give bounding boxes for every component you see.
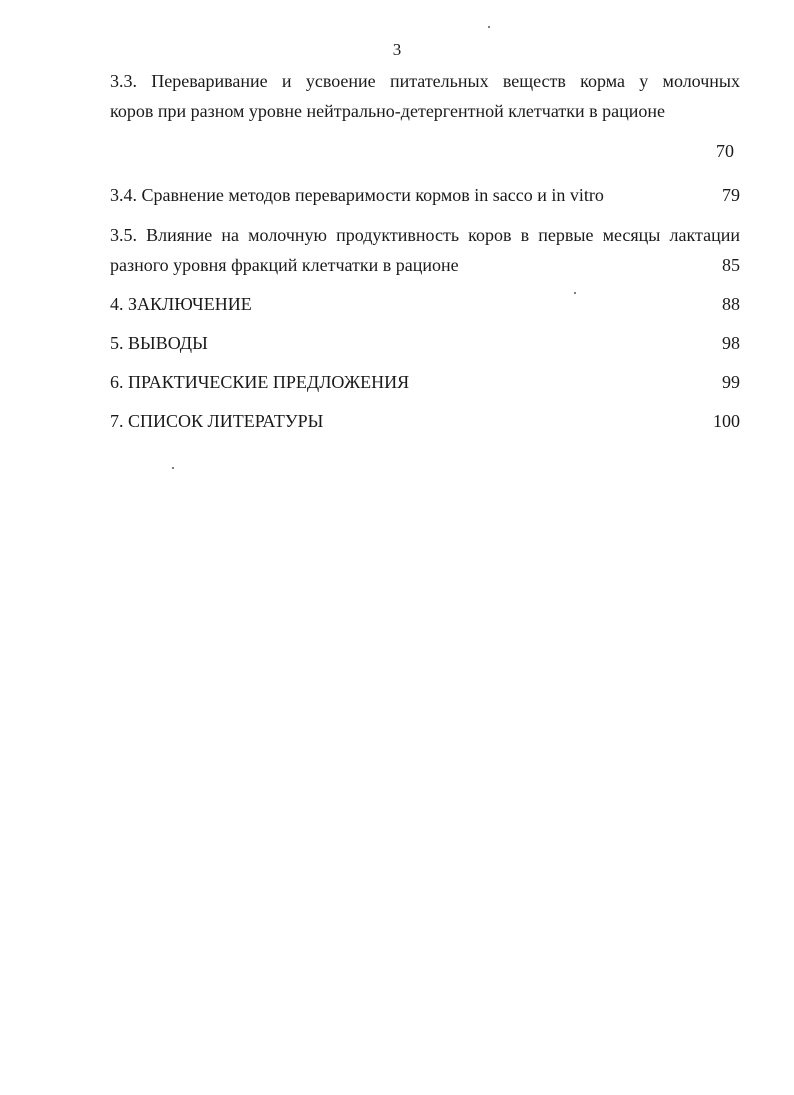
table-of-contents [110,66,740,436]
toc-entry-page: 98 [722,333,740,353]
toc-entry-page: 88 [722,294,740,314]
toc-entry-page: 100 [713,411,740,431]
toc-entry-5 [110,328,740,358]
toc-entry-6 [110,367,740,397]
toc-entry-page: 99 [722,372,740,392]
scan-speck [574,292,576,294]
toc-entry-3-3 [110,66,740,161]
toc-entry-title-line: коров при разном уровне нейтрально-детергентной клетчатки в рационе [110,101,665,121]
toc-entry-page: 79 [722,185,740,205]
toc-entry-title: 7. СПИСОК ЛИТЕРАТУРЫ [110,411,324,431]
toc-entry-7 [110,406,740,436]
toc-entry-3-5 [110,220,740,280]
toc-entry-title: 5. ВЫВОДЫ [110,333,208,353]
toc-entry-page: 85 [722,255,740,275]
toc-entry-title: 6. ПРАКТИЧЕСКИЕ ПРЕДЛОЖЕНИЯ [110,372,410,392]
toc-entry-title-line: 3.3. Переваривание и усвоение питательных веществ корма у молочных [110,71,740,91]
page-number: 3 [392,40,402,59]
scan-speck [488,26,490,28]
toc-entry-title: 3.4. Сравнение методов переваримости кормов in sacco и in vitro [110,185,604,205]
toc-entry-4 [110,289,740,319]
toc-entry-page: 70 [716,141,734,161]
toc-entry-3-4 [110,180,740,210]
toc-entry-title: 4. ЗАКЛЮЧЕНИЕ [110,294,252,314]
scan-speck [172,467,174,469]
toc-entry-title-line: разного уровня фракций клетчатки в рационе [110,255,459,275]
toc-entry-title-line: 3.5. Влияние на молочную продуктивность коров в первые месяцы лактации [110,225,740,245]
